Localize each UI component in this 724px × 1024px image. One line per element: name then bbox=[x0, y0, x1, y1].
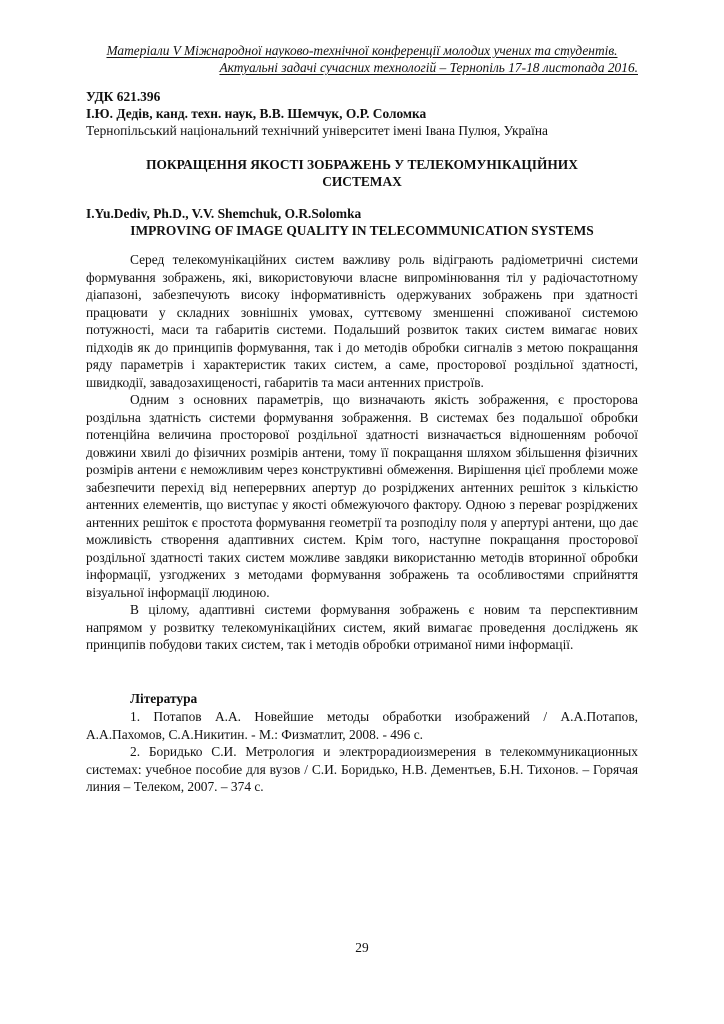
title-uk-line-2: СИСТЕМАХ bbox=[322, 174, 402, 189]
reference-item: 1. Потапов А.А. Новейшие методы обработки изображений / А.А.Потапов, А.А.Пахомов, С.А.Никитин. - М.: Физматлит, 2008. - 496 с. bbox=[86, 709, 638, 742]
title-uk bbox=[86, 156, 638, 190]
reference-list bbox=[86, 708, 638, 796]
title-uk-line-1: ПОКРАЩЕННЯ ЯКОСТІ ЗОБРАЖЕНЬ У ТЕЛЕКОМУНІКАЦІЙНИХ bbox=[146, 157, 578, 172]
running-header bbox=[86, 42, 638, 76]
affiliation: Тернопільський національний технічний університет імені Івана Пулюя, Україна bbox=[86, 123, 548, 138]
literature-heading: Література bbox=[130, 691, 198, 706]
authors-en: I.Yu.Dediv, Ph.D., V.V. Shemchuk, O.R.Solomka bbox=[86, 206, 362, 221]
title-en: IMPROVING OF IMAGE QUALITY IN TELECOMMUNICATION SYSTEMS bbox=[130, 223, 594, 238]
authors-uk: І.Ю. Дедів, канд. техн. наук, В.В. Шемчук, О.Р. Соломка bbox=[86, 106, 427, 121]
conference-title: Матеріали V Міжнародної науково-технічної конференції молодих учених та студентів. bbox=[106, 43, 618, 58]
article-meta bbox=[86, 88, 646, 139]
article-body bbox=[86, 251, 638, 654]
paragraph: Одним з основних параметрів, що визначають якість зображення, є просторова роздільна здатність системи формування зображення. В системах без подальшої обробки потенційна величина просторової роздільної здатності визначається відношенням робочої довжини хвилі до фізичних розмірів антени, тому її покращання шляхом збільшення фізичних розмірів антени є неможливим через конструктивні обмеження. Вирішення цієї проблеми може забезпечити перехід від неперервних апертур до розріджених антенних решіток з кількістю антенних елементів, що виступає у якості обмежуючого фактору. Одною з переваг розріджених антенних решіток є простота формування геометрії та розподілу поля у апертурі антени, що дає можливість створення адаптивних систем. Крім того, наступне покращання просторової роздільної здатності таких систем можливе завдяки використанню методів вторинної обробки інформації, узгоджених з методами формування зображень та особливостями сприйняття візуальної інформації людиною. bbox=[86, 392, 638, 600]
udc-code: УДК 621.396 bbox=[86, 89, 161, 104]
page-number: 29 bbox=[355, 940, 369, 955]
paragraph: Серед телекомунікаційних систем важливу роль відіграють радіометричні системи формування зображень, які, використовуючи власне випромінювання тіл у радіочастотному діапазоні, забезпечують високу інформативність одержуваних зображень при здатності працювати у складних зовнішніх умовах, суттєвому зменшенні споживаної системою потужності, маси та габаритів системи. Подальший розвиток таких систем вимагає нових підходів як до принципів формування, так і до методів обробки сигналів з метою покращання ряду параметрів і характеристик таких систем, а саме, просторової роздільної здатності, швидкодії, завадозахищеності, габаритів та маси антенних пристроїв. bbox=[86, 252, 638, 390]
reference-item: 2. Боридько С.И. Метрология и электрорадиоизмерения в телекоммуникационных системах: учебное пособие для вузов / С.И. Боридько, Н.В. Дементьев, Б.Н. Тихонов. – Горячая линия – Телеком, 2007. – 374 с. bbox=[86, 744, 638, 794]
paragraph: В цілому, адаптивні системи формування зображень є новим та перспективним напрямом у розвитку телекомунікаційних систем, який вимагає проведення досліджень як принципів побудови таких систем, так і методів обробки отриманої ними інформації. bbox=[86, 602, 638, 652]
conference-subtitle: Актуальні задачі сучасних технологій – Тернопіль 17-18 листопада 2016. bbox=[219, 60, 638, 75]
